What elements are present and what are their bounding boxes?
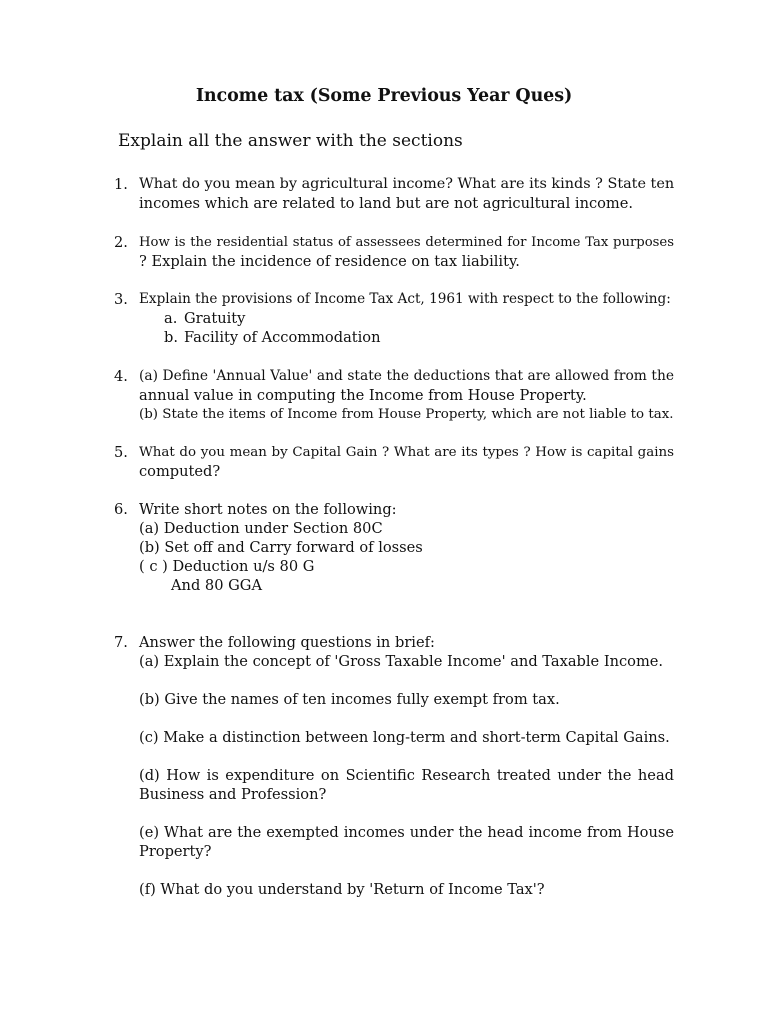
question-text-line: computed?	[139, 463, 221, 480]
question-text-line: (a) Define 'Annual Value' and state the deductions that are allowed from the	[139, 368, 674, 384]
question-number: 5.	[114, 444, 128, 461]
question-text-line: (d) How is expenditure on Scientific Research treated under the head	[139, 767, 674, 784]
sub-item	[139, 309, 674, 328]
question-text-line: (a) Deduction under Section 80C	[139, 520, 383, 537]
question-text-line: What do you mean by Capital Gain ? What are its types ? How is capital gains	[139, 445, 674, 460]
question-text-line: (e) What are the exempted incomes under the head income from House	[139, 824, 674, 841]
question-text-line: (b) Set off and Carry forward of losses	[139, 539, 423, 556]
question-text-line: (b) Give the names of ten incomes fully exempt from tax.	[139, 691, 560, 708]
question-number: 4.	[114, 368, 128, 385]
question-number: 2.	[114, 234, 128, 251]
sub-item-text: Gratuity	[184, 310, 246, 327]
sub-item-label: a.	[164, 310, 178, 327]
question-text-line: What do you mean by agricultural income? What are its kinds ? State ten	[139, 176, 675, 192]
question-text-line: ? Explain the incidence of residence on tax liability.	[139, 253, 520, 270]
question-text-line: And 80 GGA	[171, 577, 262, 594]
question-text-line: ( c ) Deduction u/s 80 G	[139, 558, 315, 575]
question-text-line: (f) What do you understand by 'Return of Income Tax'?	[139, 881, 545, 898]
question-number: 6.	[114, 501, 128, 518]
question-number: 7.	[114, 634, 128, 651]
question-text-line: How is the residential status of assessees determined for Income Tax purposes	[139, 235, 674, 250]
sub-item-label: b.	[164, 329, 178, 346]
question-text-line: (c) Make a distinction between long-term and short-term Capital Gains.	[139, 729, 670, 746]
question-text-line: Explain the provisions of Income Tax Act, 1961 with respect to the following:	[139, 291, 671, 307]
document-subtitle: Explain all the answer with the sections	[118, 131, 463, 151]
question-number: 3.	[114, 291, 128, 308]
question-text-line: incomes which are related to land but are not agricultural income.	[139, 195, 634, 212]
question-text-line: (b) State the items of Income from House Property, which are not liable to tax.	[139, 407, 674, 422]
sub-item-text: Facility of Accommodation	[184, 329, 381, 346]
sub-item	[139, 328, 674, 347]
question-text-line: Property?	[139, 843, 212, 860]
document-title: Income tax (Some Previous Year Ques)	[195, 86, 573, 106]
question-text-line: (a) Explain the concept of 'Gross Taxable Income' and Taxable Income.	[139, 653, 664, 670]
question-number: 1.	[114, 176, 128, 193]
question-text-line: Business and Profession?	[139, 786, 327, 803]
question-text-line: Write short notes on the following:	[139, 501, 397, 518]
question-text-line: Answer the following questions in brief:	[139, 634, 435, 651]
question-text-line: annual value in computing the Income from House Property.	[139, 387, 587, 404]
